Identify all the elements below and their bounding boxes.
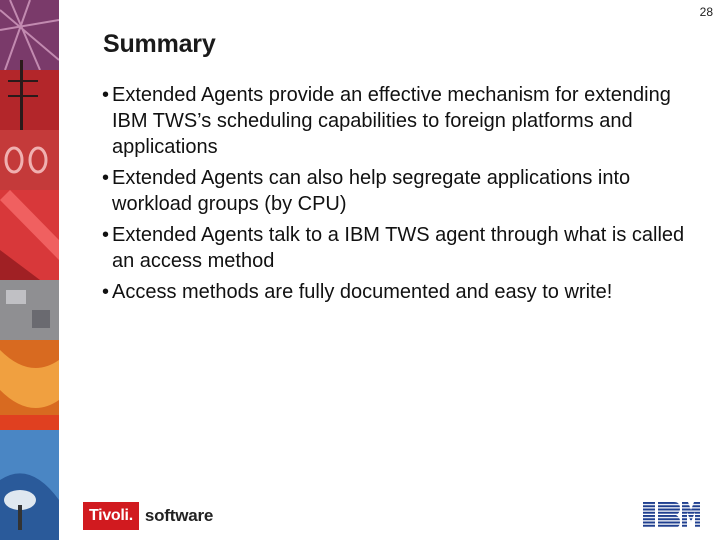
bullet-text: Extended Agents talk to a IBM TWS agent through what is called an access method — [112, 224, 685, 272]
ibm-logo — [642, 502, 700, 528]
bullet-marker: • — [102, 84, 110, 106]
tivoli-logo-box: Tivoli. — [83, 502, 139, 530]
decorative-sidebar-image — [0, 0, 59, 540]
bullet-marker: • — [102, 224, 110, 246]
slide-title: Summary — [103, 30, 216, 58]
bullet-text: Extended Agents can also help segregate applications into workload groups (by CPU) — [112, 167, 631, 215]
bullet-marker: • — [102, 167, 110, 189]
software-label: software — [144, 505, 214, 525]
bullet-text: Access methods are fully documented and easy to write! — [112, 281, 613, 303]
page-number: 28 — [699, 5, 713, 19]
bullet-item — [102, 222, 702, 274]
bullet-list — [102, 82, 702, 310]
tivoli-software-logo — [83, 501, 213, 530]
bullet-item — [102, 82, 702, 160]
bullet-item — [102, 279, 702, 305]
bullet-text: Extended Agents provide an effective mechanism for extending IBM TWS’s scheduling capabilities to foreign platforms and applications — [112, 84, 671, 158]
bullet-marker: • — [102, 281, 110, 303]
bullet-item — [102, 165, 702, 217]
